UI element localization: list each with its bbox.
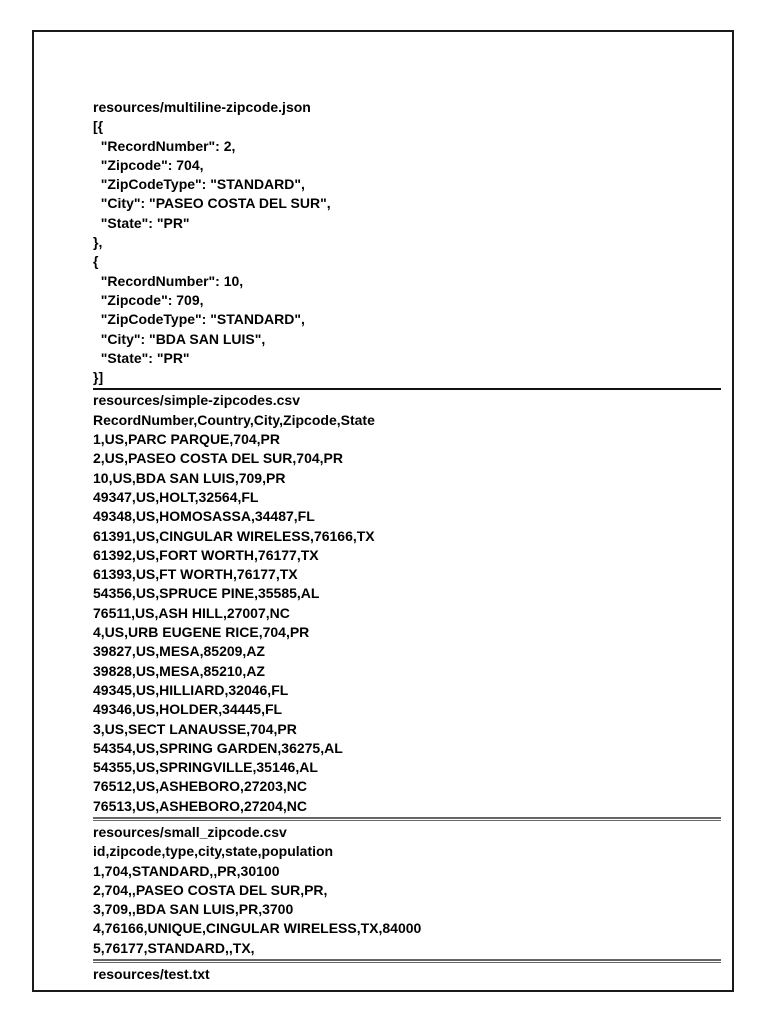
csv-line: 54354,US,SPRING GARDEN,36275,AL bbox=[93, 739, 343, 756]
json-line: "State": "PR" bbox=[93, 349, 190, 366]
csv-line: 61391,US,CINGULAR WIRELESS,76166,TX bbox=[93, 527, 375, 544]
csv-line: 2,704,,PASEO COSTA DEL SUR,PR, bbox=[93, 881, 328, 898]
csv-line: 49347,US,HOLT,32564,FL bbox=[93, 488, 259, 505]
json-content bbox=[93, 117, 721, 387]
csv-line: 49346,US,HOLDER,34445,FL bbox=[93, 701, 283, 718]
json-line: }] bbox=[93, 369, 104, 386]
csv-line: 76513,US,ASHEBORO,27204,NC bbox=[93, 797, 307, 814]
section-simple-zipcodes-csv bbox=[93, 391, 721, 816]
csv-line: 10,US,BDA SAN LUIS,709,PR bbox=[93, 469, 286, 486]
section-title: resources/test.txt bbox=[93, 966, 210, 983]
json-line: "ZipCodeType": "STANDARD", bbox=[93, 176, 305, 193]
csv-line: 39827,US,MESA,85209,AZ bbox=[93, 643, 265, 660]
csv-line: 3,US,SECT LANAUSSE,704,PR bbox=[93, 720, 297, 737]
json-line: "State": "PR" bbox=[93, 214, 190, 231]
json-line: }, bbox=[93, 234, 103, 251]
csv-line: 4,US,URB EUGENE RICE,704,PR bbox=[93, 624, 310, 641]
section-divider bbox=[93, 388, 721, 390]
csv-line: 76511,US,ASH HILL,27007,NC bbox=[93, 604, 290, 621]
csv-line: 76512,US,ASHEBORO,27203,NC bbox=[93, 778, 307, 795]
csv-header-line: id,zipcode,type,city,state,population bbox=[93, 843, 334, 860]
csv-line: 54356,US,SPRUCE PINE,35585,AL bbox=[93, 585, 320, 602]
csv-line: 61392,US,FORT WORTH,76177,TX bbox=[93, 546, 319, 563]
section-title: resources/multiline-zipcode.json bbox=[93, 99, 311, 115]
section-test-txt bbox=[93, 965, 721, 984]
csv-header-line: RecordNumber,Country,City,Zipcode,State bbox=[93, 411, 375, 428]
section-divider bbox=[93, 959, 721, 963]
csv-content bbox=[93, 842, 721, 958]
section-title: resources/simple-zipcodes.csv bbox=[93, 392, 300, 409]
json-line: "Zipcode": 704, bbox=[93, 156, 204, 173]
csv-line: 1,704,STANDARD,,PR,30100 bbox=[93, 862, 280, 879]
csv-line: 49345,US,HILLIARD,32046,FL bbox=[93, 681, 289, 698]
csv-line: 49348,US,HOMOSASSA,34487,FL bbox=[93, 508, 315, 525]
json-line: "City": "PASEO COSTA DEL SUR", bbox=[93, 195, 331, 212]
json-line: { bbox=[93, 253, 99, 270]
csv-line: 4,76166,UNIQUE,CINGULAR WIRELESS,TX,84000 bbox=[93, 920, 422, 937]
section-small-zipcode-csv bbox=[93, 823, 721, 958]
json-line: "RecordNumber": 2, bbox=[93, 137, 236, 154]
json-line: "RecordNumber": 10, bbox=[93, 272, 244, 289]
csv-line: 1,US,PARC PARQUE,704,PR bbox=[93, 431, 280, 448]
json-line: "City": "BDA SAN LUIS", bbox=[93, 330, 266, 347]
document-content bbox=[93, 98, 721, 984]
csv-line: 2,US,PASEO COSTA DEL SUR,704,PR bbox=[93, 450, 343, 467]
section-multiline-zipcode-json bbox=[93, 98, 721, 387]
csv-line: 3,709,,BDA SAN LUIS,PR,3700 bbox=[93, 901, 294, 918]
json-line: [{ bbox=[93, 118, 104, 135]
csv-line: 54355,US,SPRINGVILLE,35146,AL bbox=[93, 759, 318, 776]
json-line: "ZipCodeType": "STANDARD", bbox=[93, 311, 305, 328]
csv-content bbox=[93, 411, 721, 816]
csv-line: 5,76177,STANDARD,,TX, bbox=[93, 939, 255, 956]
csv-line: 61393,US,FT WORTH,76177,TX bbox=[93, 566, 298, 583]
csv-line: 39828,US,MESA,85210,AZ bbox=[93, 662, 265, 679]
section-title: resources/small_zipcode.csv bbox=[93, 823, 287, 840]
json-line: "Zipcode": 709, bbox=[93, 291, 204, 308]
section-divider bbox=[93, 817, 721, 821]
